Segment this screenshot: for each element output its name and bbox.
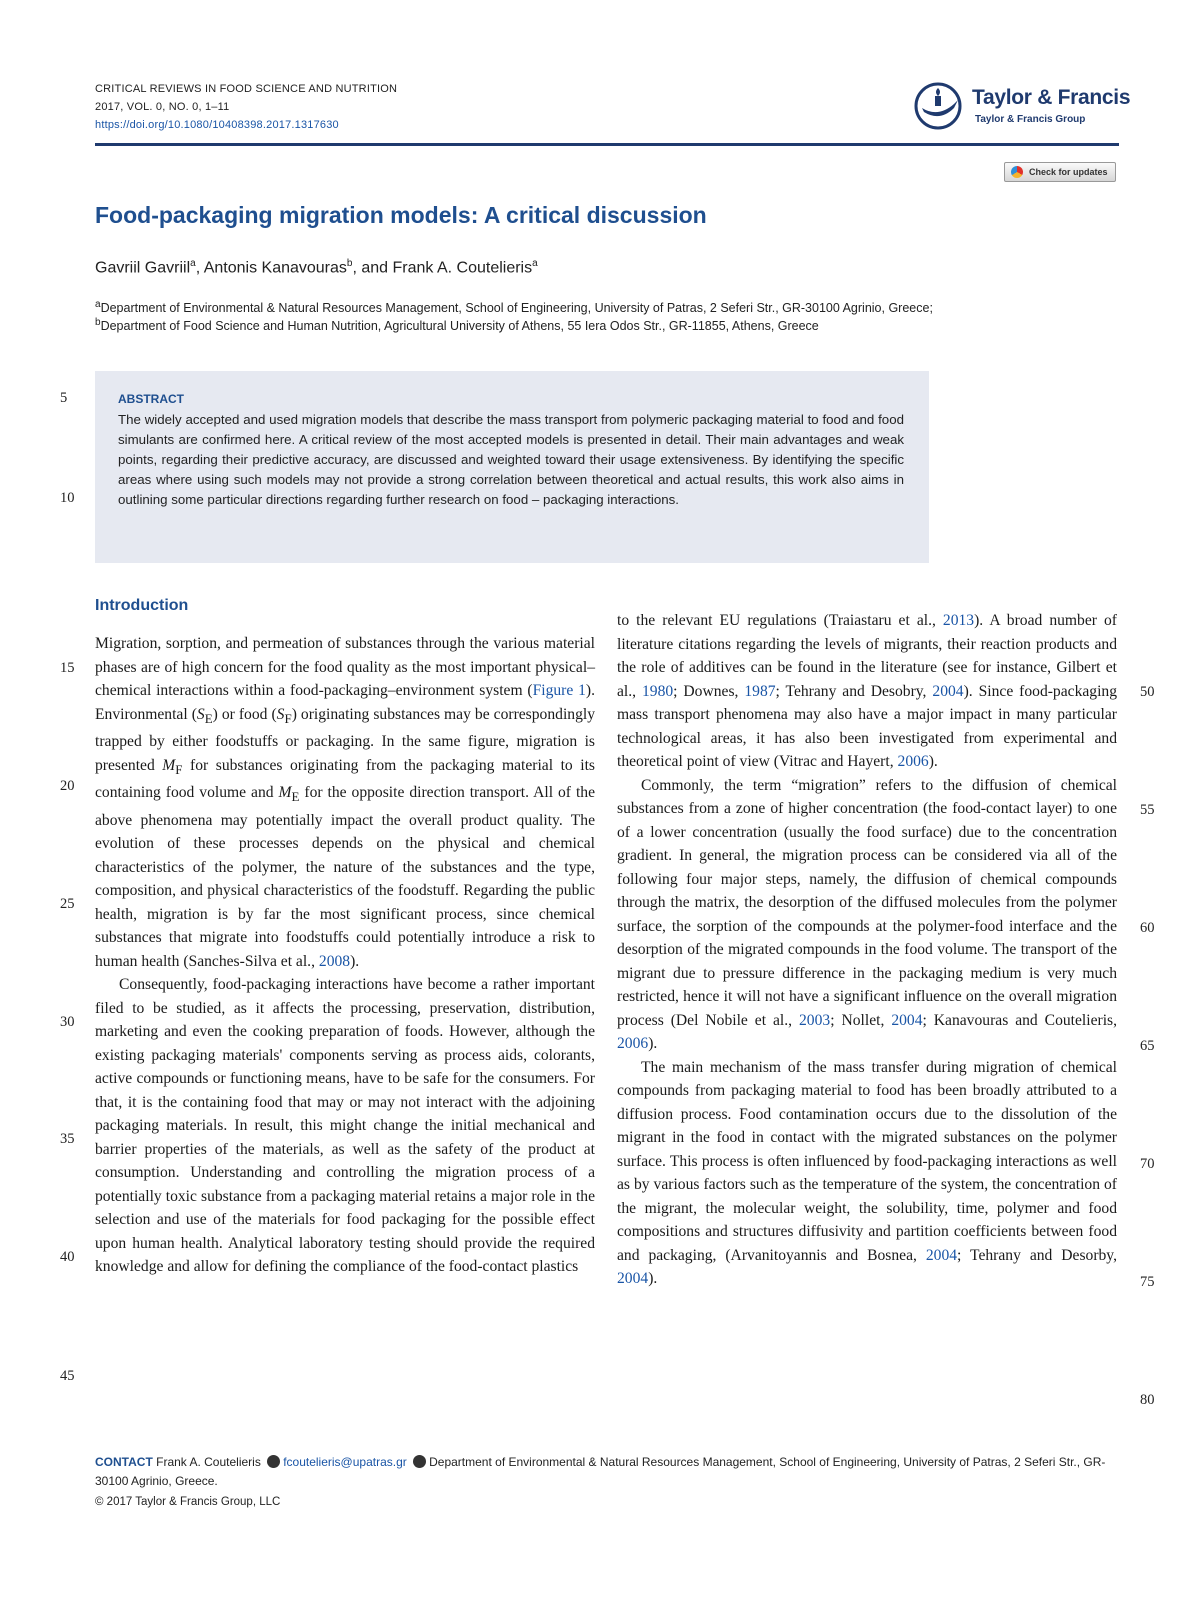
line-number: 60	[1140, 920, 1155, 936]
column-left	[95, 632, 595, 1279]
journal-name: CRITICAL REVIEWS IN FOOD SCIENCE AND NUTRITION	[95, 83, 398, 95]
citation-link[interactable]: 2004	[617, 1270, 649, 1287]
article-title: Food-packaging migration models: A critical discussion	[95, 202, 707, 228]
paragraph: Commonly, the term “migration” refers to the diffusion of chemical substances from a zone of higher concentration (the food-contact layer) to one of a lower concentration (usually the food surface) due to the concentration gradient. In general, the migration process can be considered via all of the following four major steps, namely, the diffusion of chemical compounds through the matrix, the desorption of the diffused molecules from the polymer surface, the sorption of the compounds at the polymer-food interface and the desorption of the migrated compounds in the food volume. The transport of the migrant due to pressure difference in the packaging medium is very much restricted, hence it will not have a significant influence on the overall migration process (Del Nobile et al., 2003; Nollet, 2004; Kanavouras and Coutelieris, 2006).	[617, 776, 1118, 1052]
line-number: 35	[60, 1131, 75, 1147]
citation-link[interactable]: 2006	[897, 753, 929, 770]
paragraph: Consequently, food-packaging interactions have become a rather important filed to be studied, as it affects the processing, preservation, distribution, marketing and even the cooking preparation of foods. However, although the existing packaging materials' components serving as process aids, colorants, active compounds or functioning means, have to be safe for the consumers. For that, it is the containing food that may or may not interact with the adjoining packaging materials. In result, this might change the initial mechanical and barrier properties of the materials, as well as the safety of the product at consumption. Understanding and controlling the migration process of a potentially toxic substance from a packaging material retains a major role in the selection and use of the materials for food packaging for the possible effect upon human health. Analytical laboratory testing should provide the required knowledge and allow for defining the compliance of the food-contact plastics	[95, 976, 595, 1276]
line-number: 30	[60, 1014, 75, 1030]
section-heading-introduction: Introduction	[95, 597, 189, 614]
contact-name: Frank A. Coutelieris	[156, 1455, 261, 1469]
affiliation-text: Department of Food Science and Human Nutrition, Agricultural University of Athens, 55 Iera Odos Str., GR-11855, Athens, Greece	[100, 319, 819, 334]
abstract-text: The widely accepted and used migration models that describe the mass transport from polymeric packaging material to food and food simulants are confirmed here. A critical review of the most accepted models is presented in detail. Their main advantages and weak points, regarding their predictive accuracy, are discussed and weighted toward their usage extensiveness. By identifying the specific areas where using such models may not provide a strong correlation between theoretical and actual results, this work also aims in outlining some particular directions regarding further research on food – packaging interactions.	[118, 412, 904, 507]
affiliation-text: Department of Environmental & Natural Resources Management, School of Engineering, University of Patras, 2 Seferi Str., GR-30100 Agrinio, Greece;	[100, 301, 933, 316]
affiliation-mark: b	[346, 258, 353, 269]
volume-info: 2017, VOL. 0, NO. 0, 1–11	[95, 101, 230, 113]
author-name: Frank A. Coutelieris	[392, 259, 533, 277]
crossmark-icon	[1011, 166, 1023, 178]
publisher-group: Taylor & Francis Group	[975, 114, 1086, 125]
citation-link[interactable]: 2008	[318, 952, 351, 970]
line-number: 15	[60, 660, 75, 676]
line-number: 40	[60, 1249, 75, 1265]
paragraph: Migration, sorption, and permeation of substances through the various material phases are of high concern for the food quality as the most important physical–chemical interactions within a food-packaging–environment system (Figure 1). Environmental $(S_E)$ or food $(S_F)$ originating substances may be correspondingly trapped by either foodstuffs or packaging. In the same figure, migration is presented $M_F$ for substances originating from the packaging material to its containing food volume and $M_E$ for the opposite direction transport. All of the above phenomena may potentially impact the overall product quality. The evolution of these processes depends on the physical and chemical characteristics of the polymer, the nature of the substances and the type, composition, and physical characteristics of the foodstuff. Regarding the public health, migration is by far the most significant process, since chemical substances that migrate into foodstuffs could potentially introduce a risk to human health (Sanches-Silva et al., 2008).	[95, 635, 595, 970]
line-number: 55	[1140, 802, 1155, 818]
line-number: 80	[1140, 1392, 1155, 1408]
author-name: Antonis Kanavouras	[203, 259, 347, 277]
affiliation-mark: b	[95, 317, 101, 328]
line-number: 20	[60, 778, 75, 794]
column-right	[617, 609, 1117, 1291]
citation-link[interactable]: 2004	[891, 1011, 923, 1029]
contact-address: Department of Environmental & Natural Resources Management, School of Engineering, University of Patras, 2 Seferi Str., GR-30100 Agrinio, Greece.	[95, 1455, 1106, 1488]
author-separator: , and	[352, 259, 393, 277]
author-list	[95, 258, 538, 277]
citation-link[interactable]: 2003	[799, 1011, 831, 1029]
citation-link[interactable]: 2004	[925, 1246, 958, 1264]
contact-block	[95, 1453, 1115, 1491]
citation-link[interactable]: 2006	[617, 1035, 649, 1052]
affiliation-mark: a	[190, 258, 196, 269]
line-number: 10	[60, 490, 75, 506]
check-updates-button[interactable]	[1004, 162, 1116, 182]
line-number: 50	[1140, 684, 1155, 700]
copyright: © 2017 Taylor & Francis Group, LLC	[95, 1496, 281, 1508]
contact-label: CONTACT	[95, 1455, 153, 1469]
citation-link[interactable]: 2013	[942, 612, 975, 629]
line-number: 70	[1140, 1156, 1155, 1172]
line-number: 5	[60, 390, 68, 406]
contact-email-link[interactable]: fcoutelieris@upatras.gr	[283, 1455, 407, 1469]
affiliation-a	[95, 299, 933, 315]
line-number: 75	[1140, 1274, 1155, 1290]
line-number: 45	[60, 1368, 75, 1384]
email-icon	[267, 1455, 280, 1468]
lamp-icon	[914, 82, 966, 130]
affiliation-b	[95, 317, 819, 333]
doi-link[interactable]: https://doi.org/10.1080/10408398.2017.1317630	[95, 119, 339, 131]
paragraph: The main mechanism of the mass transfer during migration of chemical compounds from packaging material to food has been broadly attributed to a diffusion process. Food contamination occurs due to the dissolution of the migrant in the food in contact with the migrated substances on the polymer surface. This process is often influenced by food-packaging interactions as well as by various factors such as the temperature of the system, the concentration of the migrant, the molecular weight, the solubility, time, polymer and food compositions and structures diffusivity and partition coefficients between food and packaging, (Arvanitoyannis and Bosnea, 2004; Tehrany and Desorby, 2004).	[617, 1058, 1117, 1287]
check-updates-label: Check for updates	[1029, 167, 1108, 177]
citation-link[interactable]: 2004	[932, 682, 964, 700]
affiliation-mark: a	[95, 299, 101, 310]
header-rule	[95, 143, 1119, 146]
address-icon	[413, 1455, 426, 1468]
publisher-name: Taylor & Francis	[972, 86, 1131, 109]
citation-link[interactable]: 1987	[744, 682, 776, 700]
author-name: Gavriil Gavriil	[95, 259, 191, 277]
affiliation-mark: a	[532, 258, 538, 269]
line-number: 65	[1140, 1038, 1155, 1054]
figure-link[interactable]: Figure 1	[532, 682, 586, 699]
paragraph: to the relevant EU regulations (Traiastaru et al., 2013). A broad number of literature citations regarding the levels of migrants, their reaction products and the role of additives can be found in the literature (see for instance, Gilbert et al., 1980; Downes, 1987; Tehrany and Desobry, 2004). Since food-packaging mass transport phenomena may also have a major impact in many particular technological areas, it has also been investigated from experimental and theoretical point of view (Vitrac and Hayert, 2006).	[617, 612, 1118, 770]
citation-link[interactable]: 1980	[641, 682, 674, 700]
abstract-heading: ABSTRACT	[118, 392, 184, 406]
author-separator: ,	[195, 259, 204, 277]
line-number: 25	[60, 896, 75, 912]
